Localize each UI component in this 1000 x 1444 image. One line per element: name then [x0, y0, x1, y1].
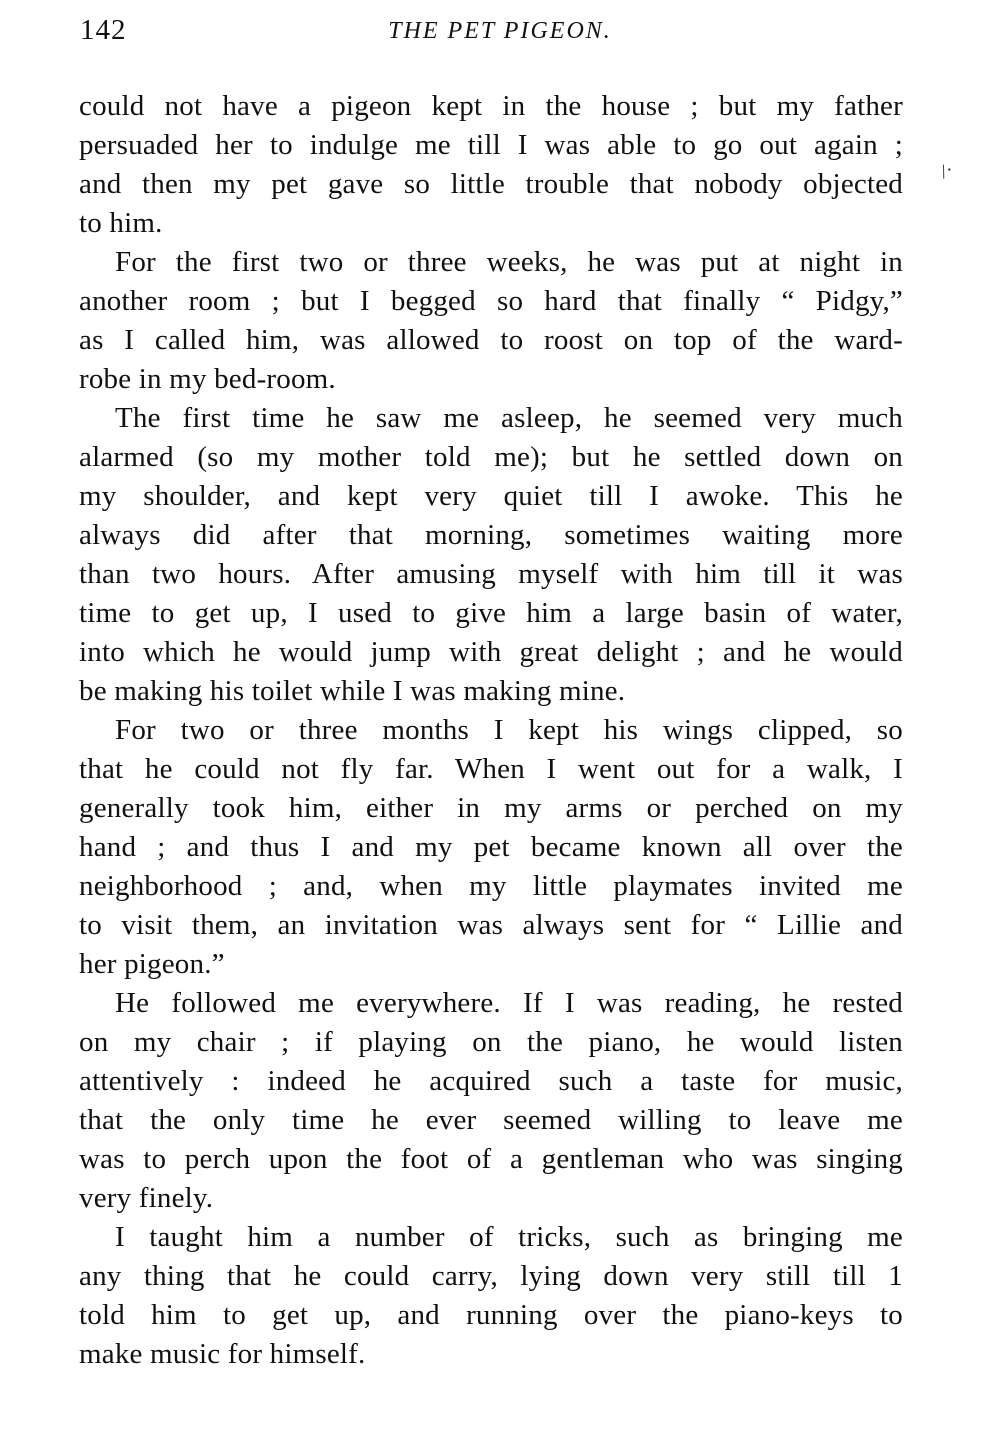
text-line: be making his toilet while I was making mine.: [79, 675, 626, 707]
text-line: to him.: [79, 207, 163, 239]
text-line: always did after that morning, sometimes waiting more: [79, 519, 903, 551]
body-text: [79, 87, 903, 1374]
text-line: as I called him, was allowed to roost on top of the ward-: [79, 324, 903, 356]
text-line: any thing that he could carry, lying down very still till 1: [79, 1260, 903, 1292]
text-line: I taught him a number of tricks, such as bringing me: [115, 1221, 903, 1253]
text-line: For two or three months I kept his wings clipped, so: [115, 714, 903, 746]
text-line: that he could not fly far. When I went out for a walk, I: [79, 753, 903, 785]
text-line: that the only time he ever seemed willing to leave me: [79, 1104, 903, 1136]
page-number: 142: [80, 14, 127, 46]
text-line: make music for himself.: [79, 1338, 366, 1370]
margin-mark: /·: [937, 158, 957, 184]
text-line: generally took him, either in my arms or perched on my: [79, 792, 903, 824]
paragraph-3: [79, 399, 903, 711]
text-line: on my chair ; if playing on the piano, he would listen: [79, 1026, 903, 1058]
text-line: and then my pet gave so little trouble that nobody objected: [79, 168, 903, 200]
text-line: He followed me everywhere. If I was reading, he rested: [115, 987, 903, 1019]
paragraph-5: [79, 984, 903, 1218]
text-line: The first time he saw me asleep, he seemed very much: [115, 402, 903, 434]
text-line: hand ; and thus I and my pet became known all over the: [79, 831, 903, 863]
text-line: time to get up, I used to give him a large basin of water,: [79, 597, 903, 629]
text-line: neighborhood ; and, when my little playmates invited me: [79, 870, 903, 902]
text-line: her pigeon.”: [79, 948, 225, 980]
text-line: For the first two or three weeks, he was put at night in: [115, 246, 903, 278]
text-line: robe in my bed-room.: [79, 363, 336, 395]
text-line: alarmed (so my mother told me); but he settled down on: [79, 441, 903, 473]
text-line: than two hours. After amusing myself with him till it was: [79, 558, 903, 590]
text-line: was to perch upon the foot of a gentleman who was singing: [79, 1143, 903, 1175]
text-line: into which he would jump with great delight ; and he would: [79, 636, 903, 668]
running-title: THE PET PIGEON.: [388, 18, 612, 44]
paragraph-1: [79, 87, 903, 243]
text-line: told him to get up, and running over the piano-keys to: [79, 1299, 903, 1331]
text-line: my shoulder, and kept very quiet till I awoke. This he: [79, 480, 903, 512]
text-line: persuaded her to indulge me till I was able to go out again ;: [79, 129, 903, 161]
paragraph-4: [79, 711, 903, 984]
text-line: could not have a pigeon kept in the house ; but my father: [79, 90, 903, 122]
paragraph-6: [79, 1218, 903, 1374]
text-line: attentively : indeed he acquired such a taste for music,: [79, 1065, 903, 1097]
text-line: to visit them, an invitation was always sent for “ Lillie and: [79, 909, 903, 941]
text-line: very finely.: [79, 1182, 214, 1214]
text-line: another room ; but I begged so hard that finally “ Pidgy,”: [79, 285, 903, 317]
paragraph-2: [79, 243, 903, 399]
